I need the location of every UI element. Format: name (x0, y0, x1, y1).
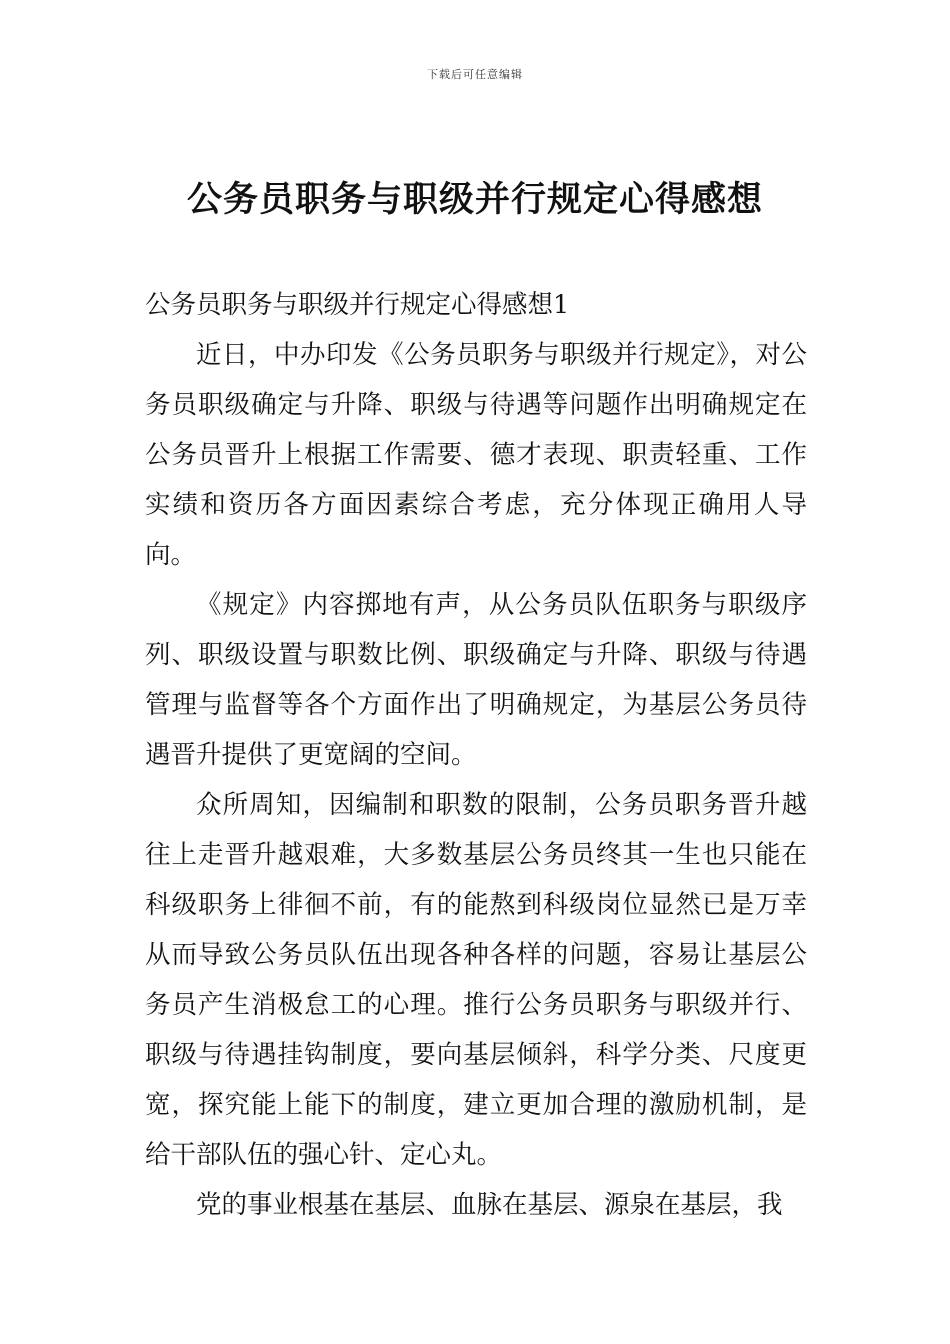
section-heading: 公务员职务与职级并行规定心得感想1 (145, 290, 570, 320)
paragraph-1: 近日，中办印发《公务员职务与职级并行规定》，对公务员职级确定与升降、职级与待遇等问题作出明确规定在公务员晋升上根据工作需要、德才表现、职责轻重、工作实绩和资历各方面因素综合考虑，充分体现正确用人导向。 (145, 340, 807, 570)
document-title: 公务员职务与职级并行规定心得感想 (186, 180, 763, 220)
document-body (145, 280, 807, 1230)
paragraph-2: 《规定》内容掷地有声，从公务员队伍职务与职级序列、职级设置与职数比例、职级确定与升降、职级与待遇管理与监督等各个方面作出了明确规定，为基层公务员待遇晋升提供了更宽阔的空间。 (145, 590, 807, 770)
paragraph-4: 党的事业根基在基层、血脉在基层、源泉在基层，我 (196, 1190, 783, 1220)
header-note: 下载后可任意编辑 (427, 68, 523, 81)
paragraph-3: 众所周知，因编制和职数的限制，公务员职务晋升越往上走晋升越艰难，大多数基层公务员终其一生也只能在科级职务上徘徊不前，有的能熬到科级岗位显然已是万幸从而导致公务员队伍出现各种各样的问题，容易让基层公务员产生消极怠工的心理。推行公务员职务与职级并行、职级与待遇挂钩制度，要向基层倾斜，科学分类、尺度更宽，探究能上能下的制度，建立更加合理的激励机制，是给干部队伍的强心针、定心丸。 (145, 790, 807, 1170)
